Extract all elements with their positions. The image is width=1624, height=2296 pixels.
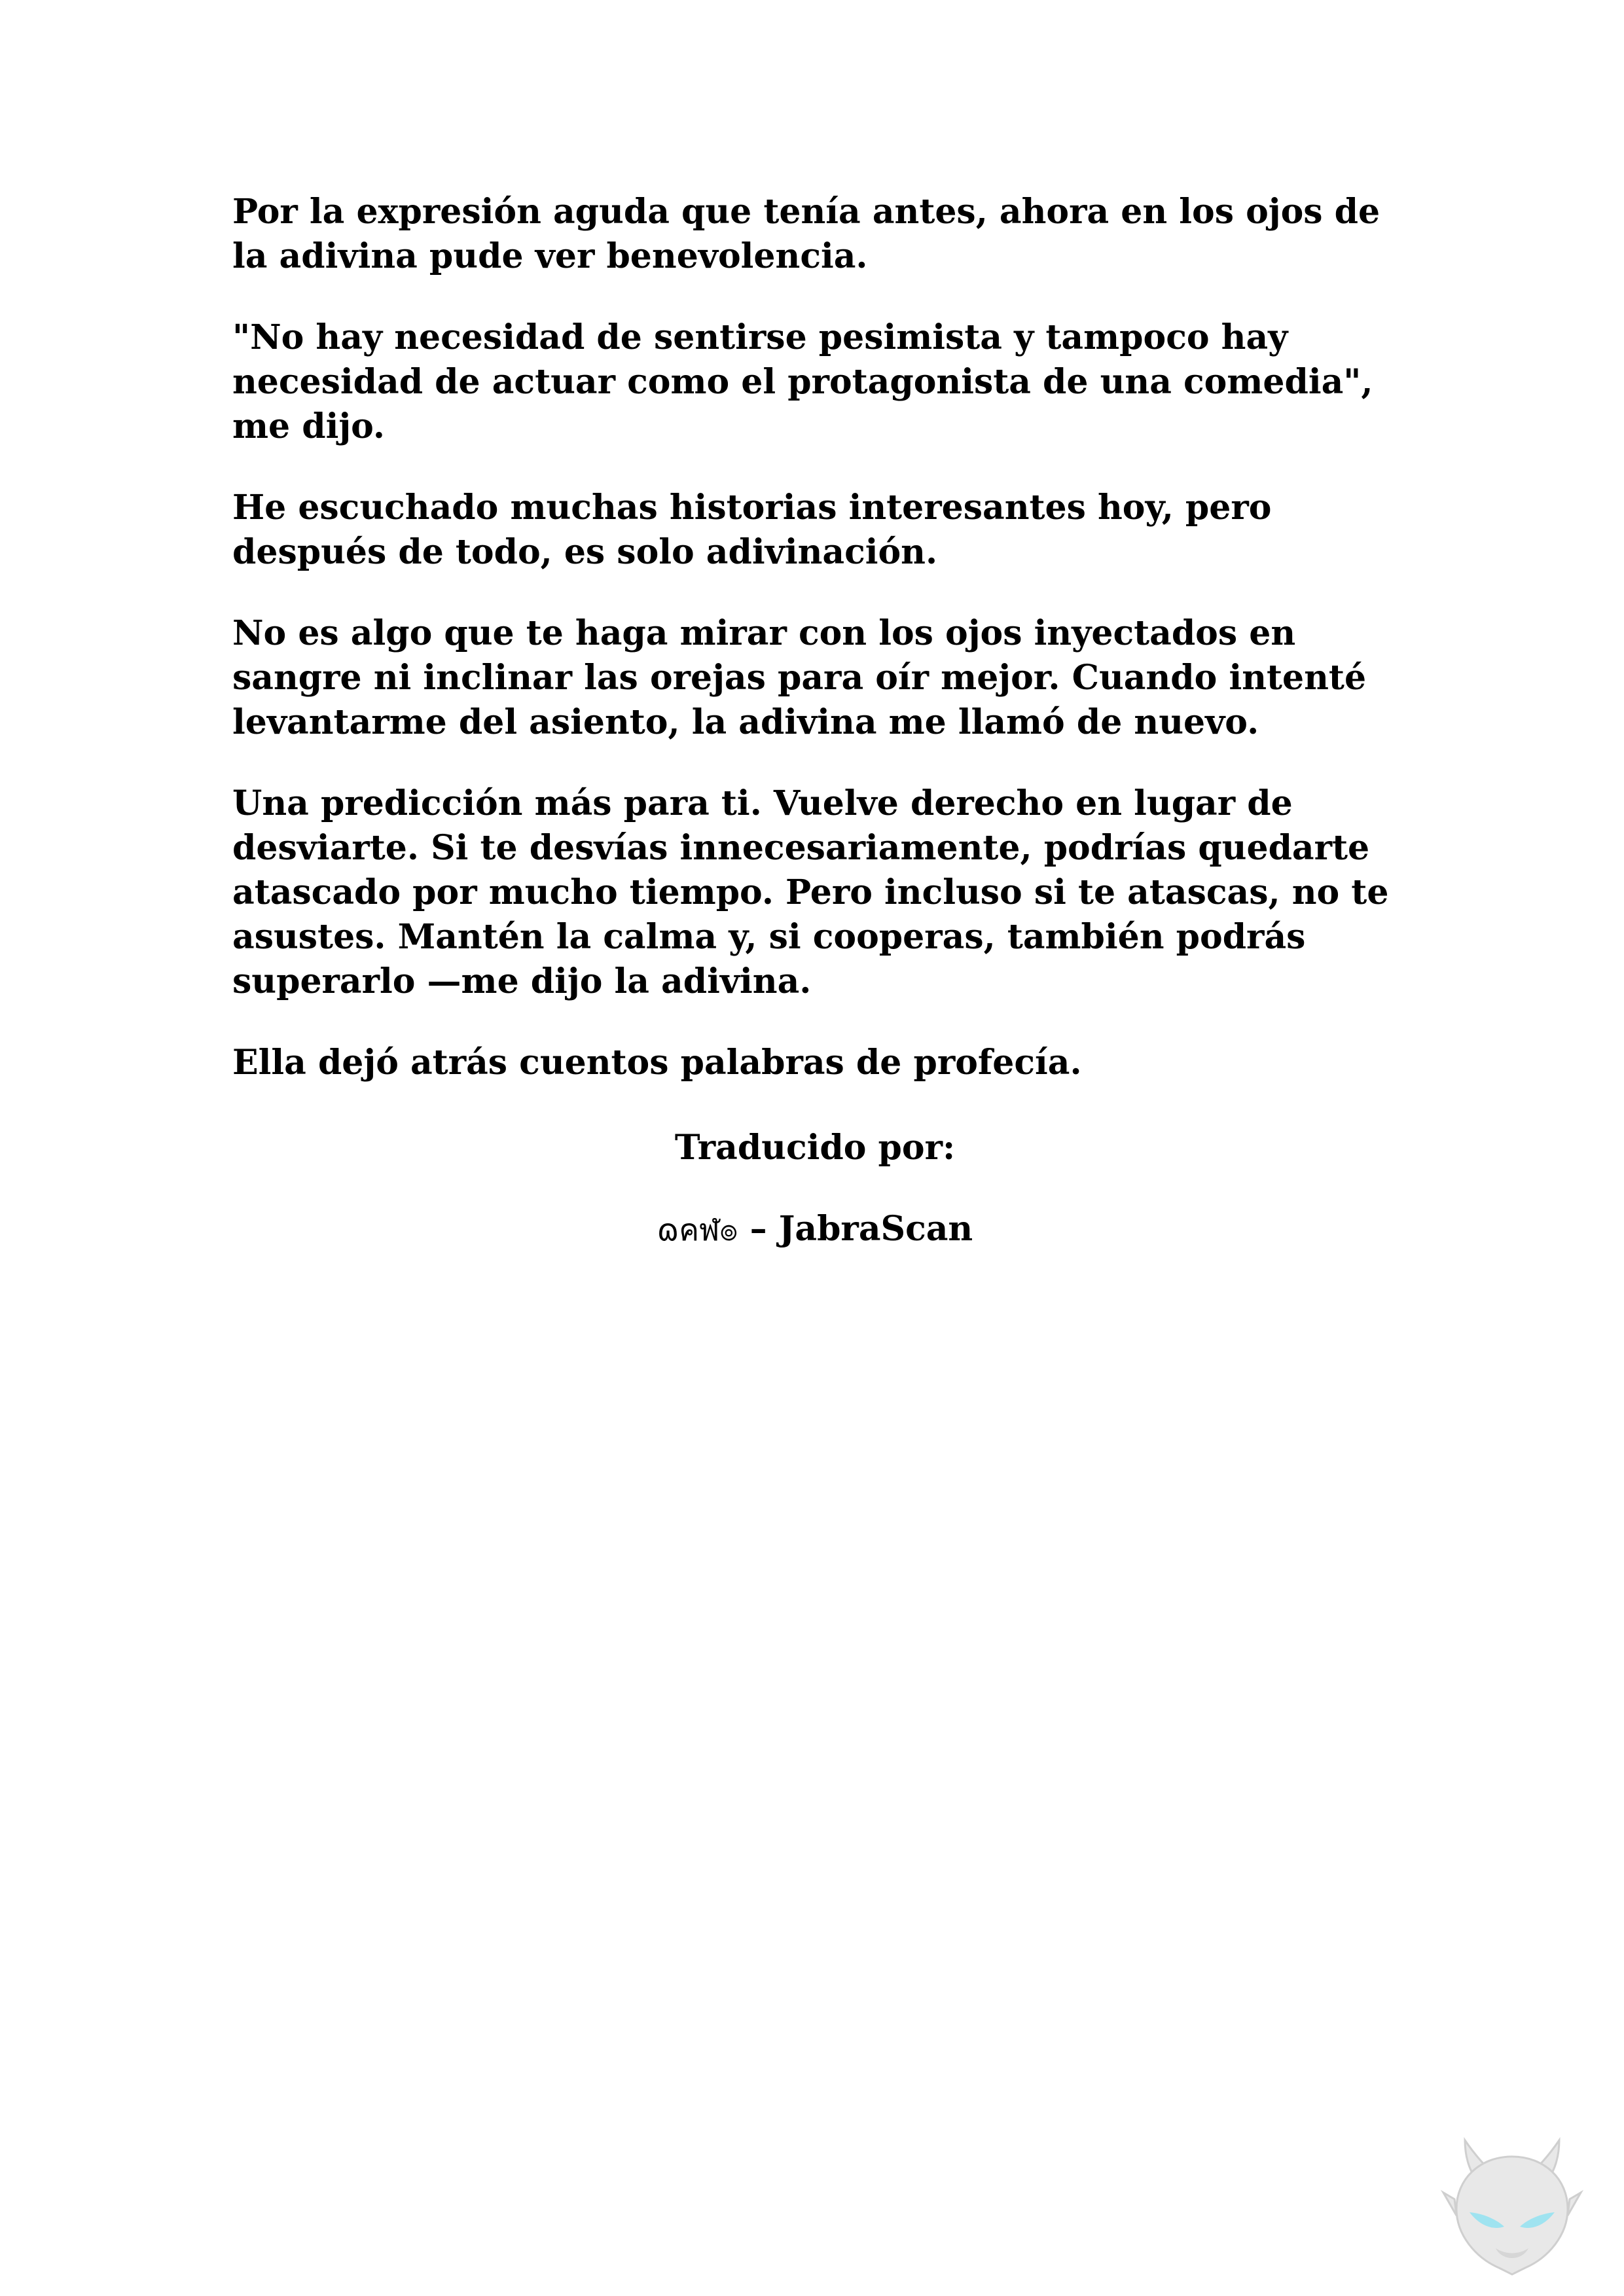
credits-label: Traducido por: (674, 1128, 956, 1168)
paragraph-3: He escuchado muchas historias interesantes hoy, pero después de todo, es solo adivinación. (232, 488, 1272, 572)
body-text (232, 190, 1398, 1122)
paragraph-5: Una predicción más para ti. Vuelve derecho en lugar de desviarte. Si te desvías innecesariamente, podrías quedarte atascado por mucho tiempo. Pero incluso si te atascas, no te asustes. Mantén la calma y, si cooperas, también podrás superarlo —me dijo la adivina. (232, 783, 1389, 1001)
credits-separator: – (738, 1209, 779, 1249)
paragraph-2: "No hay necesidad de sentirse pesimista y tampoco hay necesidad de actuar como el protagonista de una comedia", me dijo. (232, 317, 1373, 446)
paragraph-6: Ella dejó atrás cuentos palabras de profecía. (232, 1043, 1082, 1083)
credits (232, 1126, 1398, 1289)
devil-mascot-icon (1440, 2127, 1584, 2278)
credits-name (232, 1207, 1398, 1252)
paragraph-1: Por la expresión aguda que tenía antes, ahora en los ojos de la adivina pude ver benevolencia. (232, 192, 1380, 276)
translator-name: ɷคฬ๏ (657, 1212, 738, 1247)
group-name: JabraScan (778, 1209, 973, 1249)
paragraph-4: No es algo que te haga mirar con los ojos inyectados en sangre ni inclinar las orejas para oír mejor. Cuando intenté levantarme del asiento, la adivina me llamó de nuevo. (232, 613, 1367, 742)
